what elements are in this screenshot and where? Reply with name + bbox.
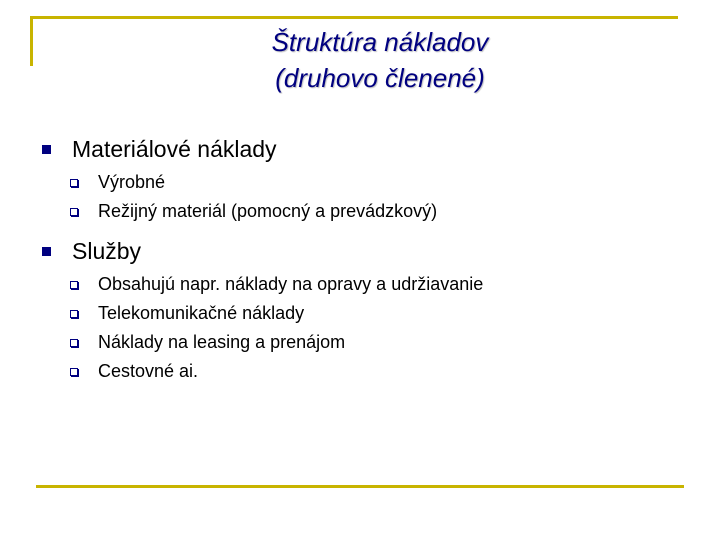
- list-item-label: Režijný materiál (pomocný a prevádzkový): [98, 201, 438, 221]
- list-item: [42, 270, 682, 299]
- section-label: Materiálové náklady: [72, 135, 277, 162]
- slide-title-line-1: Štruktúra nákladov: [271, 27, 489, 57]
- list-item: [42, 357, 682, 386]
- hollow-square-bullet-icon: [70, 339, 78, 347]
- square-bullet-icon: [42, 247, 51, 256]
- left-rule: [30, 16, 33, 66]
- slide-title: [40, 24, 720, 96]
- list-item: [42, 328, 682, 357]
- sub-list: [42, 168, 682, 226]
- square-bullet-icon: [42, 145, 51, 154]
- hollow-square-bullet-icon: [70, 310, 78, 318]
- section-materialove-naklady: [42, 132, 682, 166]
- sub-list: [42, 270, 682, 386]
- hollow-square-bullet-icon: [70, 281, 78, 289]
- hollow-square-bullet-icon: [70, 368, 78, 376]
- hollow-square-bullet-icon: [70, 208, 78, 216]
- hollow-square-bullet-icon: [70, 179, 78, 187]
- bullet-list: [42, 132, 682, 394]
- slide-title-line-2: (druhovo členené): [275, 63, 485, 93]
- list-item-label: Telekomunikačné náklady: [98, 303, 305, 323]
- bottom-rule: [36, 485, 684, 488]
- section-sluzby: [42, 234, 682, 268]
- list-item-label: Obsahujú napr. náklady na opravy a udržiavanie: [98, 274, 484, 294]
- list-item: [42, 168, 682, 197]
- section-label: Služby: [72, 237, 142, 264]
- list-item-label: Cestovné ai.: [98, 361, 199, 381]
- top-rule: [30, 16, 678, 19]
- list-item: [42, 299, 682, 328]
- list-item-label: Náklady na leasing a prenájom: [98, 332, 346, 352]
- list-item-label: Výrobné: [98, 172, 166, 192]
- list-item: [42, 197, 682, 226]
